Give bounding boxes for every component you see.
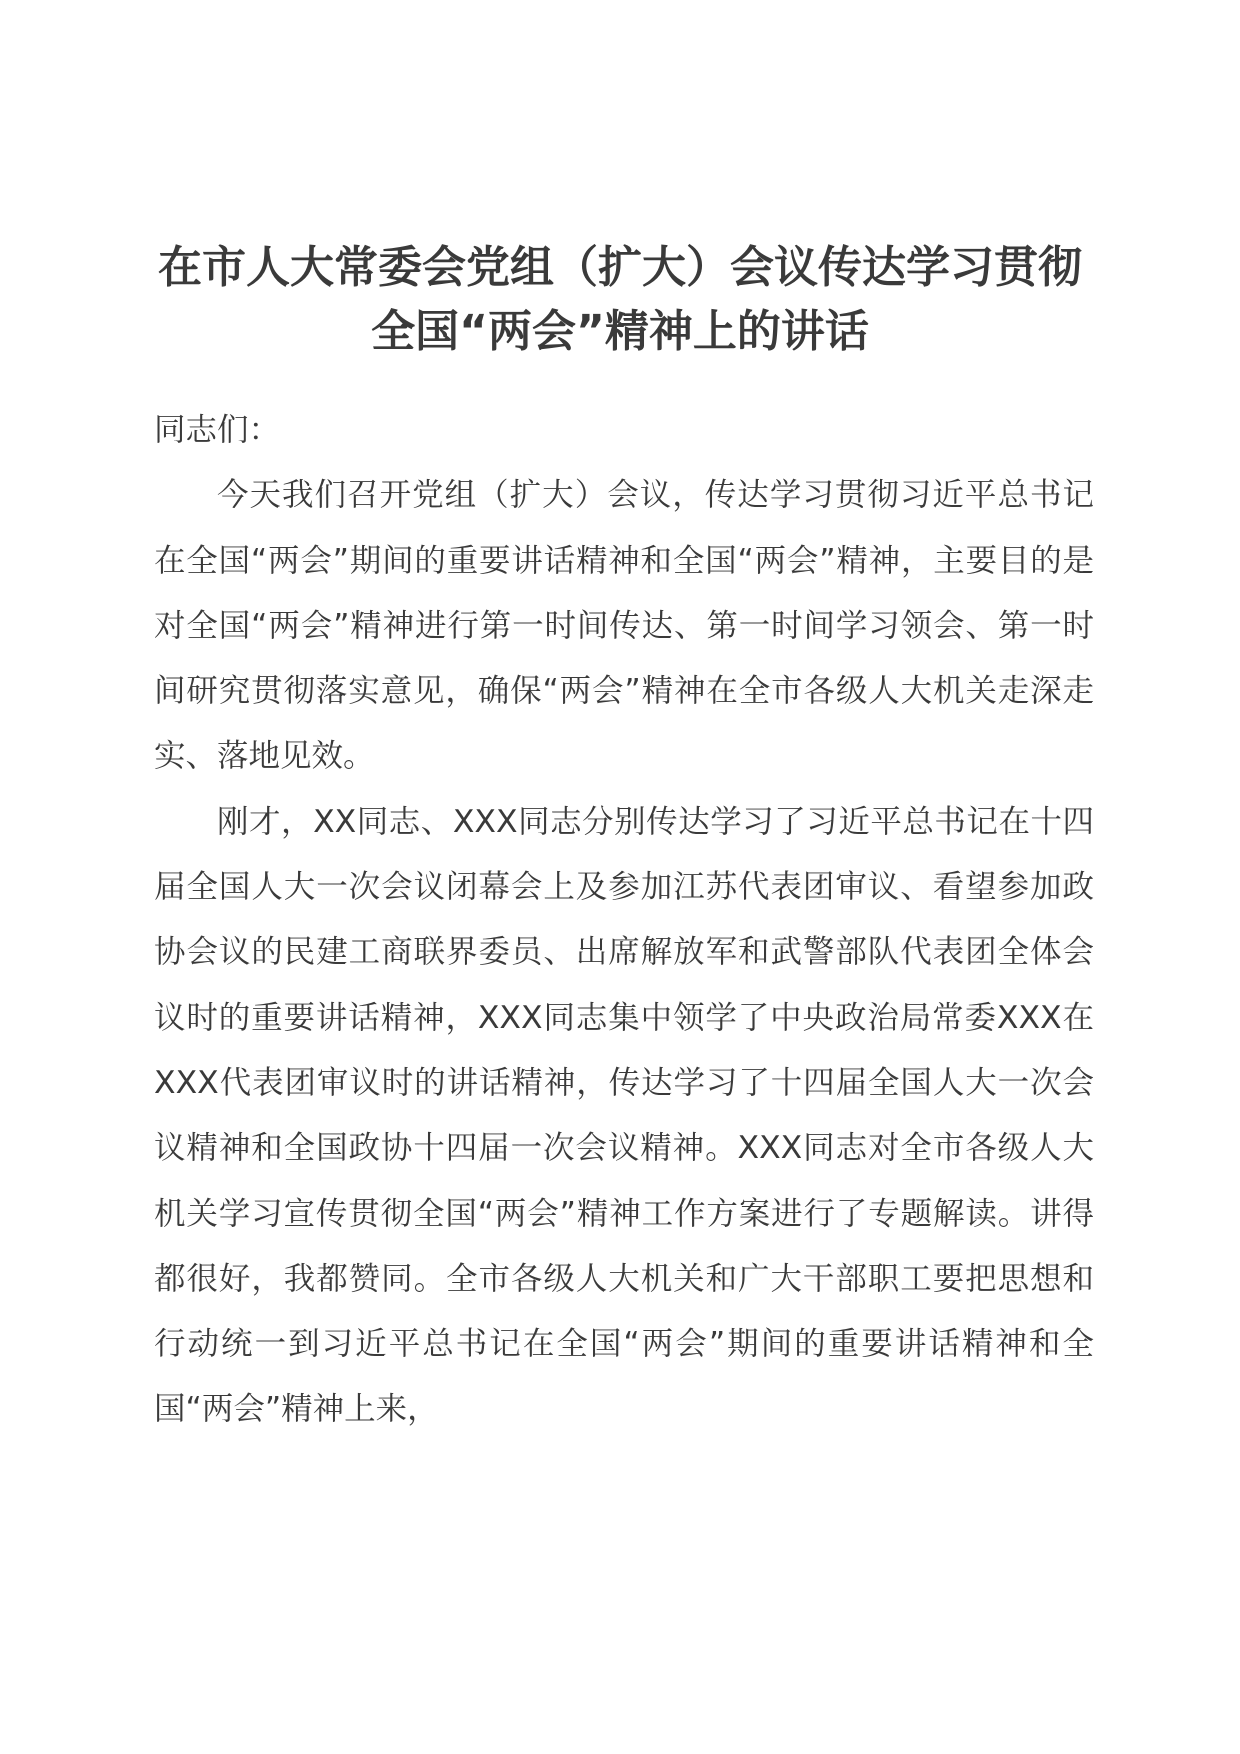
paragraph-2: 刚才，XX同志、XXX同志分别传达学习了习近平总书记在十四届全国人大一次会议闭幕会上及参加江苏代表团审议、看望参加政协会议的民建工商联界委员、出席解放军和武警部队代表团全体会议时的重要讲话精神，XXX同志集中领学了中央政治局常委XXX在XXX代表团审议时的讲话精神，传达学习了十四届全国人大一次会议精神和全国政协十四届一次会议精神。XXX同志对全市各级人大机关学习宣传贯彻全国“两会”精神工作方案进行了专题解读。讲得都很好，我都赞同。全市各级人大机关和广大干部职工要把思想和行动统一到习近平总书记在全国“两会”期间的重要讲话精神和全国“两会”精神上来， xyxy=(154,803,1094,1428)
salutation: 同志们： xyxy=(154,412,281,448)
document-body xyxy=(154,398,1094,1443)
document-title: 在市人大常委会党组（扩大）会议传达学习贯彻全国“两会”精神上的讲话 xyxy=(158,242,1082,357)
paragraph-1: 今天我们召开党组（扩大）会议，传达学习贯彻习近平总书记在全国“两会”期间的重要讲话精神和全国“两会”精神，主要目的是对全国“两会”精神进行第一时间传达、第一时间学习领会、第一时间研究贯彻落实意见，确保“两会”精神在全市各级人大机关走深走实、落地见效。 xyxy=(154,477,1094,775)
